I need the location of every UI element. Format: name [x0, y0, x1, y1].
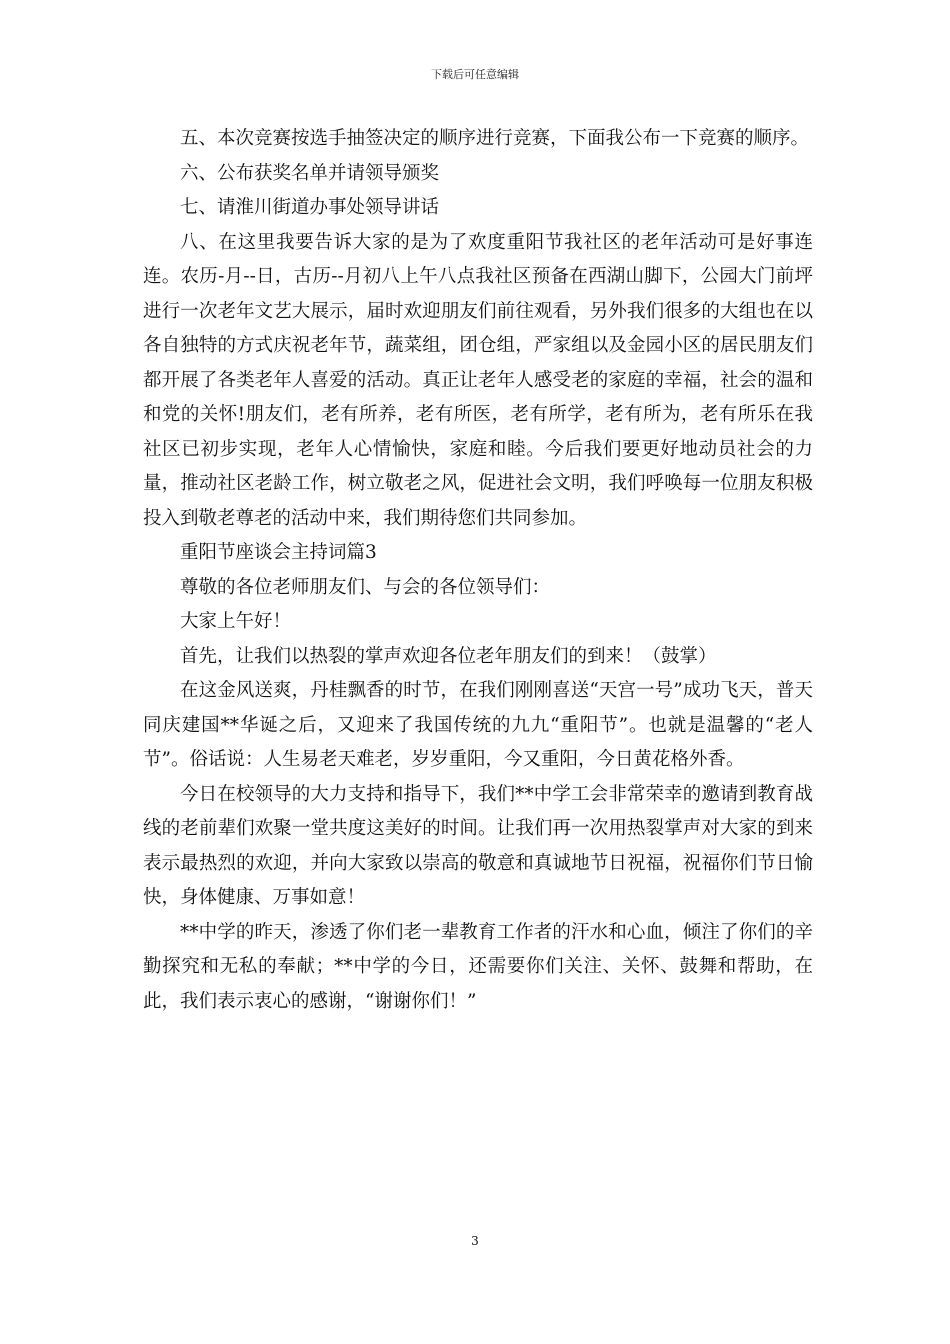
opening-paragraph: 首先，让我们以热裂的掌声欢迎各位老年朋友们的到来！（鼓掌）	[180, 645, 717, 667]
section-heading: 重阳节座谈会主持词篇3	[180, 542, 377, 563]
body-paragraph: 在这金风送爽，丹桂飘香的时节，在我们刚刚喜送“天宫一号”成功飞天，普天同庆建国**华诞之后，又迎来了我国传统的九九“重阳节”。也就是温馨的“老人节”。俗话说：人生易老天难老，岁岁重阳，今又重阳，今日黄花格外香。	[143, 680, 813, 770]
page-header: 下载后可任意编辑	[431, 68, 519, 81]
document-body	[143, 122, 813, 1019]
greeting: 大家上午好！	[180, 611, 292, 632]
paragraph-item-7: 七、请淮川街道办事处领导讲话	[180, 197, 440, 218]
paragraph-item-6: 六、公布获奖名单并请领导颁奖	[180, 162, 440, 184]
paragraph-item-8: 八、在这里我要告诉大家的是为了欢度重阳节我社区的老年活动可是好事连连。农历-月--日，古历--月初八上午八点我社区预备在西湖山脚下，公园大门前坪进行一次老年文艺大展示，届时欢迎朋友们前往观看，另外我们很多的大组也在以各自独特的方式庆祝老年节，蔬菜组，团仓组，严家组以及金园小区的居民朋友们都开展了各类老年人喜爱的活动。真正让老年人感受老的家庭的幸福，社会的温和和党的关怀!朋友们，老有所养，老有所医，老有所学，老有所为，老有所乐在我社区已初步实现，老年人心情愉快，家庭和睦。今后我们要更好地动员社会的力量，推动社区老龄工作，树立敬老之风，促进社会文明，我们呼唤每一位朋友积极投入到敬老尊老的活动中来，我们期待您们共同参加。	[143, 231, 813, 529]
body-paragraph: **中学的昨天，渗透了你们老一辈教育工作者的汗水和心血，倾注了你们的辛勤探究和无私的奉献；**中学的今日，还需要你们关注、关怀、鼓舞和帮助，在此，我们表示衷心的感谢，“谢谢你们！”	[143, 921, 813, 1012]
paragraph-item-5: 五、本次竞赛按选手抽签决定的顺序进行竞赛，下面我公布一下竞赛的顺序。	[180, 128, 810, 149]
salutation: 尊敬的各位老师朋友们、与会的各位领导们：	[180, 576, 551, 598]
page-number: 3	[471, 1234, 479, 1248]
body-paragraph: 今日在校领导的大力支持和指导下，我们**中学工会非常荣幸的邀请到教育战线的老前辈们欢聚一堂共度这美好的时间。让我们再一次用热裂掌声对大家的到来表示最热烈的欢迎，并向大家致以崇高的敬意和真诚地节日祝福，祝福你们节日愉快，身体健康、万事如意！	[143, 783, 813, 908]
